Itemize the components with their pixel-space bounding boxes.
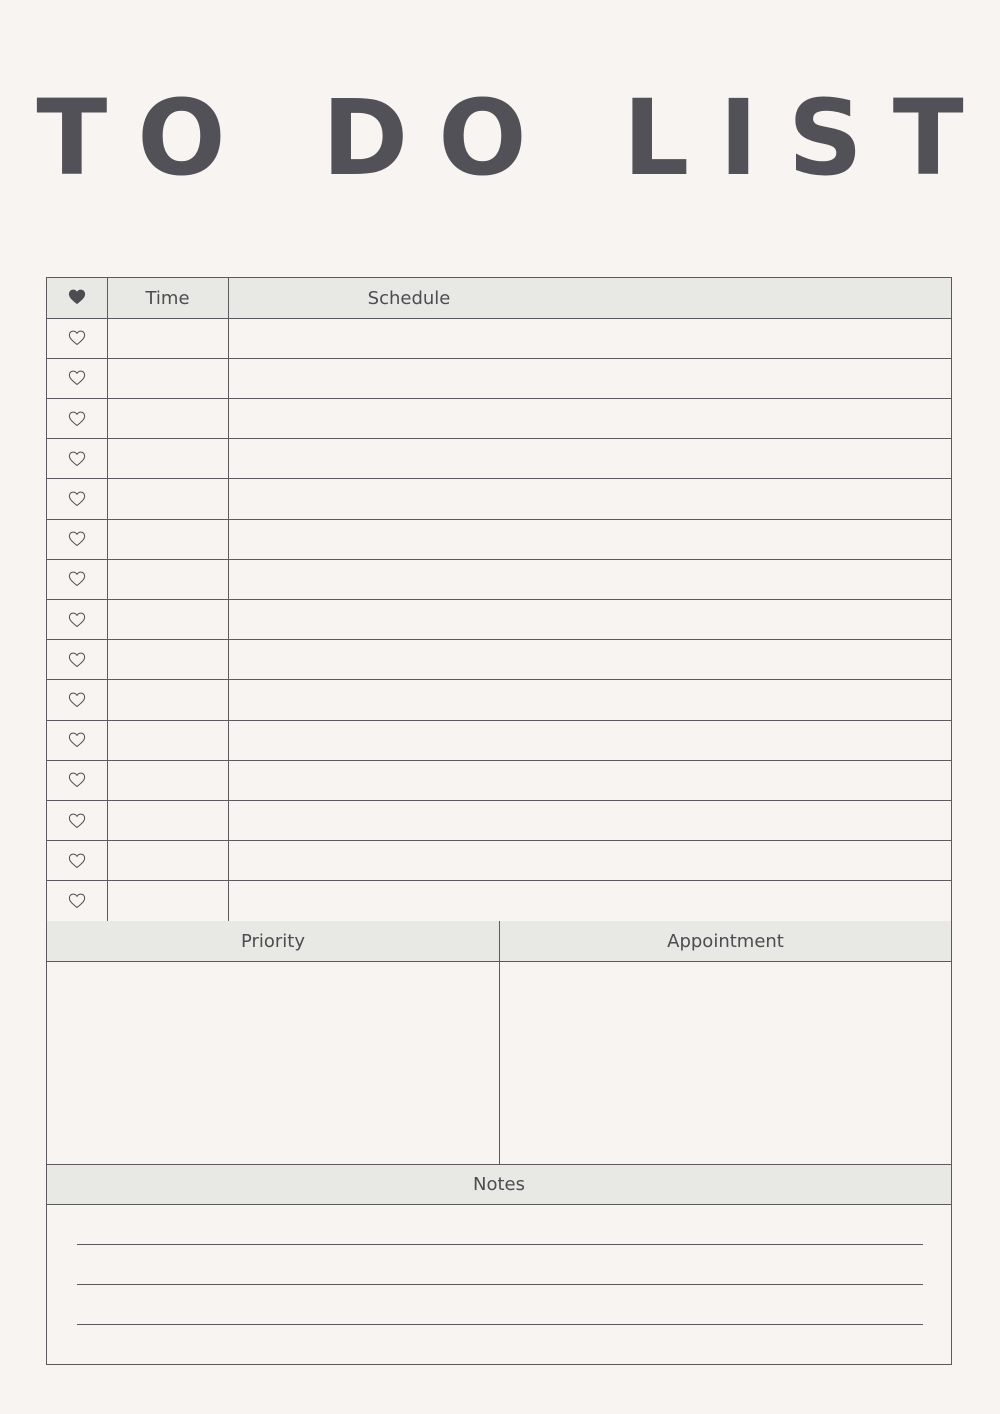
- time-cell[interactable]: [107, 881, 228, 921]
- heart-column-divider: [107, 278, 108, 921]
- notes-rule: [77, 1284, 923, 1285]
- appointment-header: Appointment: [667, 930, 784, 952]
- heart-outline-icon[interactable]: [68, 411, 86, 427]
- heart-outline-icon[interactable]: [68, 893, 86, 909]
- notes-line[interactable]: [77, 1296, 923, 1324]
- priority-box[interactable]: [47, 962, 499, 1164]
- heart-outline-icon[interactable]: [68, 330, 86, 346]
- heart-outline-icon[interactable]: [68, 571, 86, 587]
- notes-rule: [77, 1324, 923, 1325]
- schedule-cell[interactable]: [228, 881, 951, 921]
- heart-outline-icon[interactable]: [68, 853, 86, 869]
- notes-line[interactable]: [77, 1256, 923, 1284]
- heart-outline-icon[interactable]: [68, 772, 86, 788]
- heart-outline-icon[interactable]: [68, 612, 86, 628]
- notes-line[interactable]: [77, 1216, 923, 1244]
- heart-outline-icon[interactable]: [68, 451, 86, 467]
- schedule-cell[interactable]: [228, 479, 951, 519]
- schedule-cell[interactable]: [228, 559, 951, 599]
- todo-sheet: [46, 277, 952, 1365]
- time-cell[interactable]: [107, 680, 228, 720]
- time-cell[interactable]: [107, 640, 228, 680]
- time-cell[interactable]: [107, 841, 228, 881]
- schedule-cell[interactable]: [228, 358, 951, 398]
- heart-outline-icon[interactable]: [68, 652, 86, 668]
- heart-outline-icon[interactable]: [68, 491, 86, 507]
- notes-rule: [77, 1244, 923, 1245]
- heart-outline-icon[interactable]: [68, 732, 86, 748]
- schedule-cell[interactable]: [228, 398, 951, 438]
- time-cell[interactable]: [107, 398, 228, 438]
- heart-outline-icon[interactable]: [68, 370, 86, 386]
- time-cell[interactable]: [107, 358, 228, 398]
- notes-header: Notes: [473, 1174, 525, 1195]
- schedule-column-header: Schedule: [367, 287, 451, 309]
- time-cell[interactable]: [107, 760, 228, 800]
- time-column-header: Time: [145, 287, 190, 309]
- page-title: TO DO LIST: [36, 77, 994, 199]
- time-cell[interactable]: [107, 720, 228, 760]
- schedule-cell[interactable]: [228, 800, 951, 840]
- time-column-divider: [228, 278, 229, 921]
- schedule-cell[interactable]: [228, 439, 951, 479]
- section-divider: [47, 1204, 951, 1205]
- schedule-cell[interactable]: [228, 760, 951, 800]
- appointment-box[interactable]: [500, 962, 951, 1164]
- schedule-cell[interactable]: [228, 720, 951, 760]
- time-cell[interactable]: [107, 439, 228, 479]
- schedule-cell[interactable]: [228, 519, 951, 559]
- schedule-cell[interactable]: [228, 640, 951, 680]
- time-cell[interactable]: [107, 479, 228, 519]
- time-cell[interactable]: [107, 559, 228, 599]
- priority-appointment-divider: [499, 921, 500, 1164]
- time-cell[interactable]: [107, 318, 228, 358]
- heart-outline-icon[interactable]: [68, 692, 86, 708]
- time-cell[interactable]: [107, 519, 228, 559]
- schedule-cell[interactable]: [228, 599, 951, 639]
- heart-filled-icon: [68, 289, 86, 305]
- schedule-cell[interactable]: [228, 318, 951, 358]
- schedule-cell[interactable]: [228, 841, 951, 881]
- time-cell[interactable]: [107, 800, 228, 840]
- schedule-cell[interactable]: [228, 680, 951, 720]
- priority-header: Priority: [240, 930, 306, 952]
- heart-outline-icon[interactable]: [68, 813, 86, 829]
- time-cell[interactable]: [107, 599, 228, 639]
- heart-outline-icon[interactable]: [68, 531, 86, 547]
